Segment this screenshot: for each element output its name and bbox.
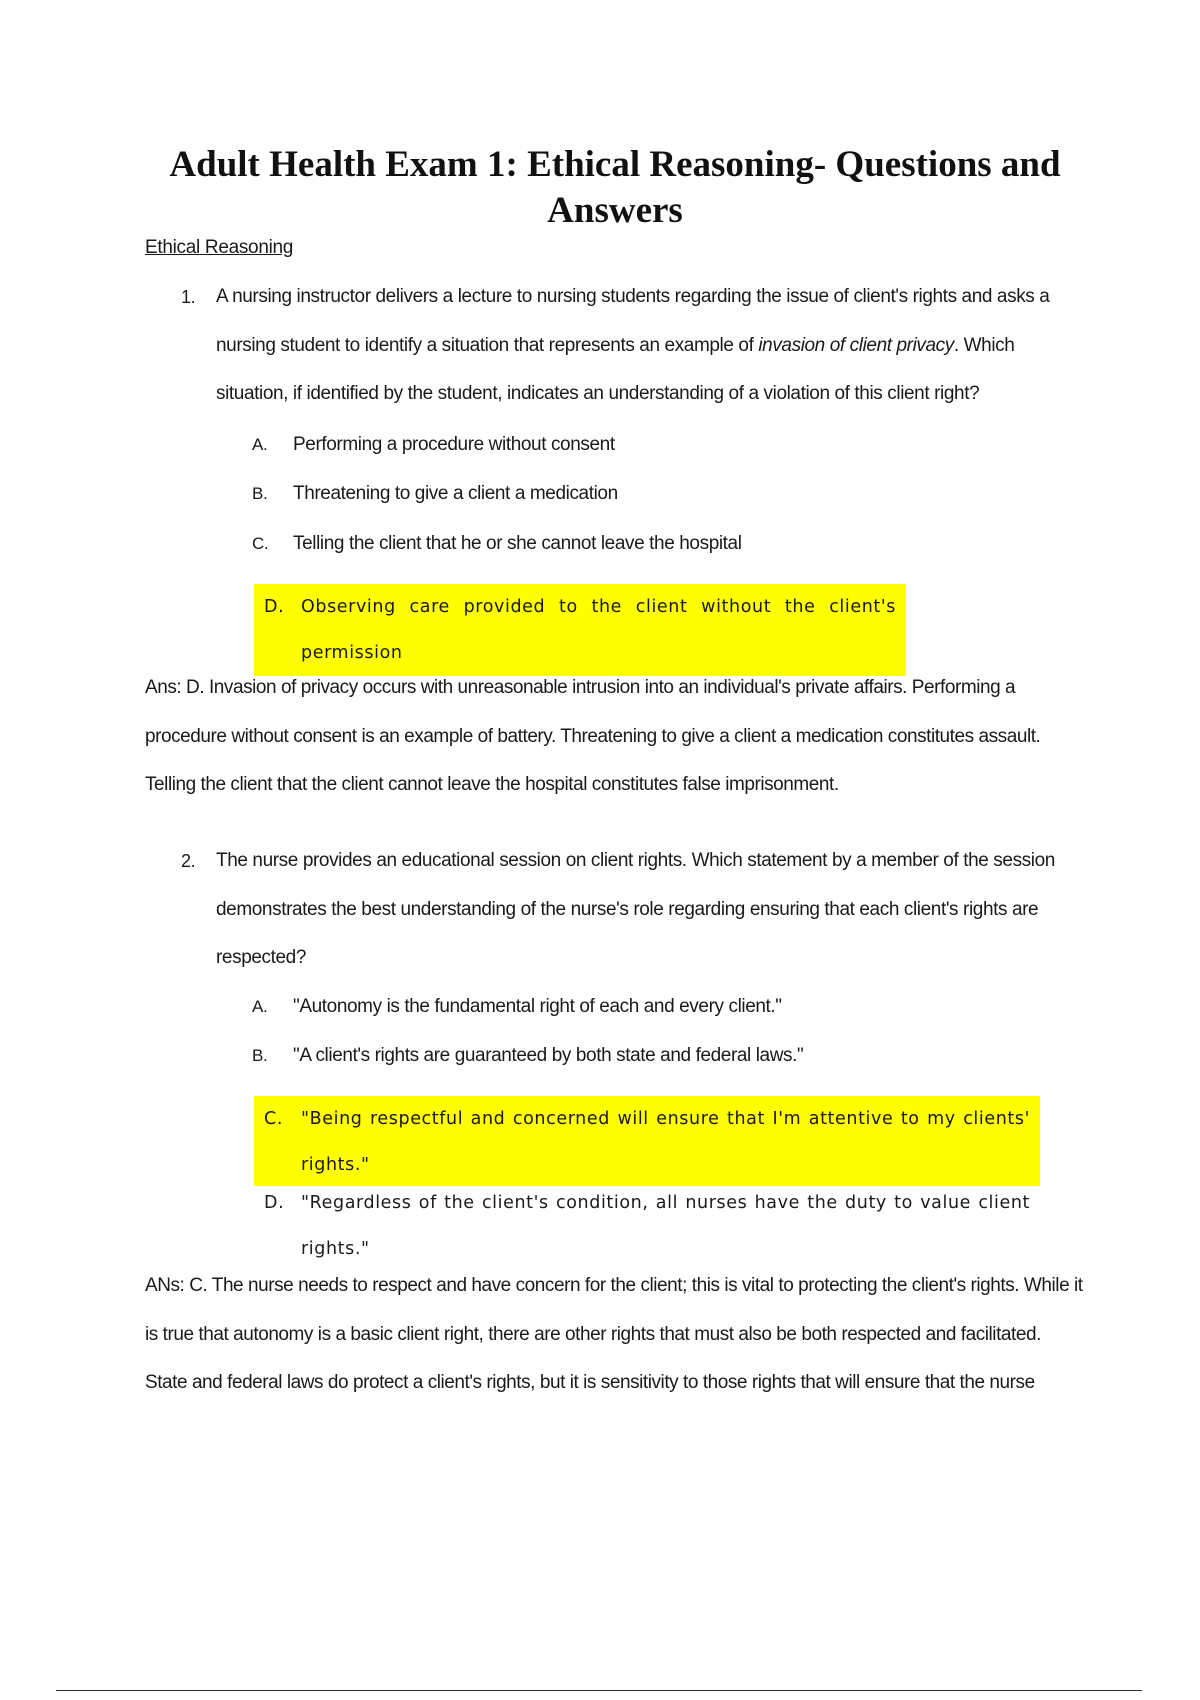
option-letter: B. [252, 484, 268, 503]
option-text: "Being respectful and concerned will ensure that I'm attentive to my clients' rights." [301, 1109, 1030, 1175]
option-text: Observing care provided to the client without the client's permission [301, 597, 896, 663]
question-2-stem-text: The nurse provides an educational session on client rights. Which statement by a member of the session demonstrates the best understanding of the nurse's role regarding ensuring that each client's rights are respected? [216, 850, 1055, 968]
question-2-option-d [254, 1180, 1040, 1272]
option-letter: B. [252, 1046, 268, 1065]
question-1-option-a [250, 425, 1040, 465]
question-1-stem-end: . Which situation, if identified by the student, indicates an understanding of a violation of this client right? [216, 334, 1015, 404]
option-text: Telling the client that he or she cannot leave the hospital [293, 533, 742, 554]
question-1-option-b [250, 474, 1040, 514]
option-letter: C. [252, 534, 269, 553]
option-text: "A client's rights are guaranteed by both state and federal laws." [293, 1045, 804, 1066]
question-1-answer-rationale: Ans: D. Invasion of privacy occurs with unreasonable intrusion into an individual's private affairs. Performing a procedure without consent is an example of battery. Threatening to give a client a medication constitutes assault. Telling the client that the client cannot leave the hospital constitutes false imprisonment. [145, 677, 1041, 795]
question-2-option-b [250, 1036, 1040, 1076]
document-title: Adult Health Exam 1: Ethical Reasoning- Questions and Answers [169, 144, 1061, 231]
question-2-option-a [250, 987, 1040, 1027]
option-text: Threatening to give a client a medication [293, 483, 618, 504]
option-text: "Autonomy is the fundamental right of each and every client." [293, 996, 782, 1017]
question-2-answer-rationale: ANs: C. The nurse needs to respect and have concern for the client; this is vital to protecting the client's rights. While it is true that autonomy is a basic client right, there are other rights that must also be both respected and facilitated. State and federal laws do protect a client's rights, but it is sensitivity to those rights that will ensure that the nurse [145, 1275, 1083, 1393]
question-1-stem [181, 273, 1066, 419]
option-letter: A. [252, 997, 268, 1016]
option-letter: D. [264, 1193, 285, 1213]
footer-rule [56, 1690, 1142, 1691]
question-1-option-c [250, 524, 1040, 564]
option-letter: D. [264, 597, 285, 617]
question-number: 2. [181, 851, 196, 871]
question-2-stem [181, 837, 1066, 983]
question-1-emphasis: invasion of client privacy [758, 334, 954, 356]
question-1-stem-text: A nursing instructor delivers a lecture to nursing students regarding the issue of client's rights and asks a nursing student to identify a situation that represents an example of [216, 286, 1050, 356]
question-number: 1. [181, 287, 196, 307]
question-2-option-c-correct [254, 1096, 1040, 1186]
option-text: Performing a procedure without consent [293, 434, 615, 455]
option-letter: A. [252, 435, 268, 454]
option-letter: C. [264, 1109, 283, 1129]
section-heading: Ethical Reasoning [145, 237, 294, 258]
question-1-option-d-correct [254, 584, 906, 676]
option-text: "Regardless of the client's condition, all nurses have the duty to value client rights." [301, 1193, 1030, 1259]
